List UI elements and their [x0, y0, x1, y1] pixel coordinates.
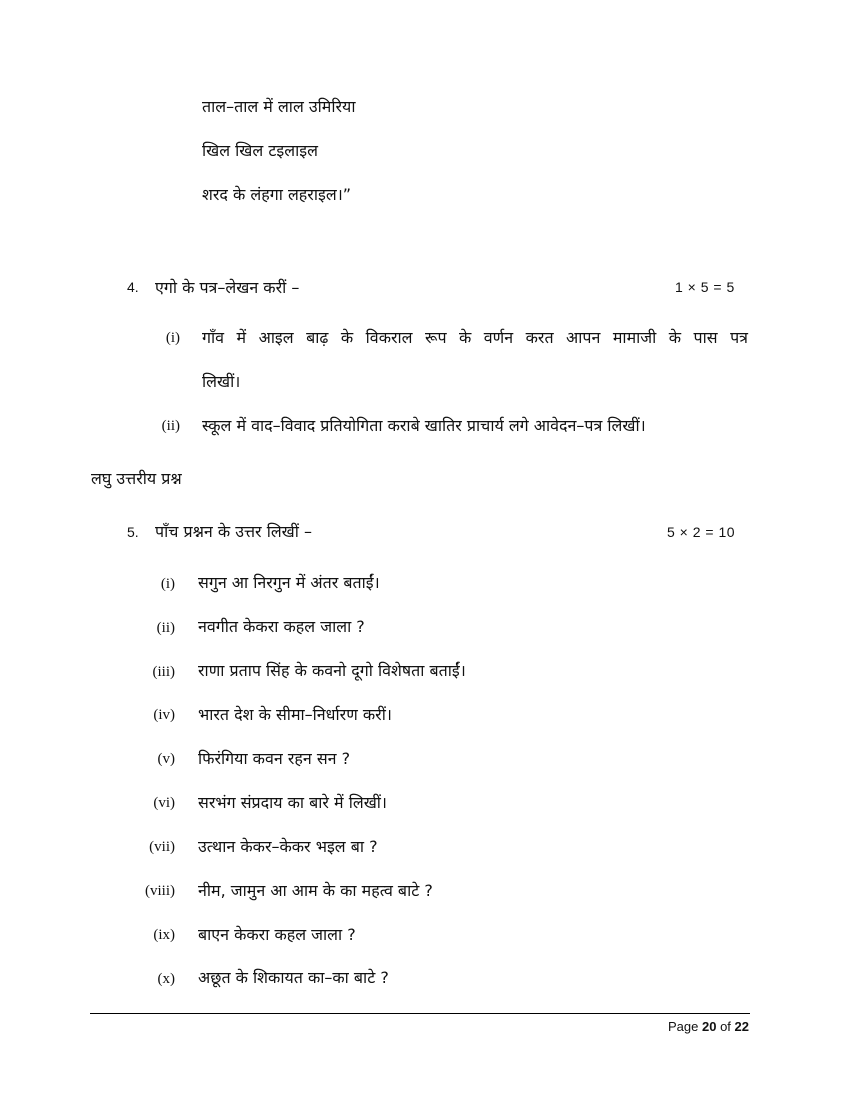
q4-marks: 1 × 5 = 5 [675, 279, 735, 295]
footer-total-pages: 22 [734, 1019, 749, 1034]
q5-item-label: (vii) [149, 839, 175, 855]
q5-item-text: उत्थान केकर–केकर भइल बा ? [198, 837, 378, 856]
poem-line-3: शरद के लंहगा लहराइल।” [202, 185, 352, 204]
q5-title: पाँच प्रश्नन के उत्तर लिखीं – [155, 522, 312, 541]
q5-marks: 5 × 2 = 10 [667, 524, 736, 540]
q4-number: 4. [127, 279, 139, 295]
poem-line-2: खिल खिल टइलाइल [202, 141, 318, 160]
poem-line-1: ताल–ताल में लाल उमिरिया [202, 97, 356, 116]
q5-item-text: भारत देश के सीमा–निर्धारण करीं। [198, 705, 392, 724]
q5-item-text: सरभंग संप्रदाय का बारे में लिखीं। [198, 793, 387, 812]
q5-item-label: (ii) [156, 620, 175, 636]
q5-item-text: नवगीत केकरा कहल जाला ? [198, 617, 365, 636]
q5-item-label: (iii) [152, 664, 175, 680]
q5-item-text: राणा प्रताप सिंह के कवनो दूगो विशेषता बताईं। [198, 661, 466, 680]
section-heading: लघु उत्तरीय प्रश्न [91, 469, 182, 488]
footer-current-page: 20 [701, 1019, 717, 1034]
q4-title: एगो के पत्र–लेखन करीं – [155, 278, 300, 297]
q4-item-text-cont: लिखीं। [202, 372, 241, 391]
q5-item-label: (viii) [145, 883, 175, 899]
q4-item-label: (i) [165, 330, 180, 346]
footer-divider [90, 1013, 750, 1014]
q4-item-text: गाँव में आइल बाढ़ के विकराल रूप के वर्णन करत आपन मामाजी के पास पत्र [202, 328, 748, 347]
q5-item-text: बाएन केकरा कहल जाला ? [198, 925, 356, 944]
q5-item-label: (ix) [153, 927, 175, 943]
footer-page-prefix: Page [667, 1019, 699, 1034]
q5-item-label: (iv) [153, 707, 175, 723]
q5-item-text: फिरंगिया कवन रहन सन ? [198, 749, 351, 768]
q4-item-label: (ii) [161, 418, 180, 434]
footer-of: of [720, 1019, 731, 1034]
q5-item-label: (i) [160, 576, 175, 592]
page-footer [668, 1019, 749, 1034]
q5-item-label: (vi) [153, 795, 175, 811]
q5-item-label: (v) [157, 751, 175, 767]
q5-item-text: अछूत के शिकायत का–का बाटे ? [198, 968, 389, 987]
q5-item-label: (x) [157, 971, 175, 987]
q5-item-text: सगुन आ निरगुन में अंतर बताईं। [198, 573, 380, 592]
q5-item-text: नीम, जामुन आ आम के का महत्व बाटे ? [198, 881, 433, 900]
q4-item-text: स्कूल में वाद–विवाद प्रतियोगिता कराबे खातिर प्राचार्य लगे आवेदन–पत्र लिखीं। [202, 416, 646, 435]
q5-number: 5. [127, 524, 139, 540]
